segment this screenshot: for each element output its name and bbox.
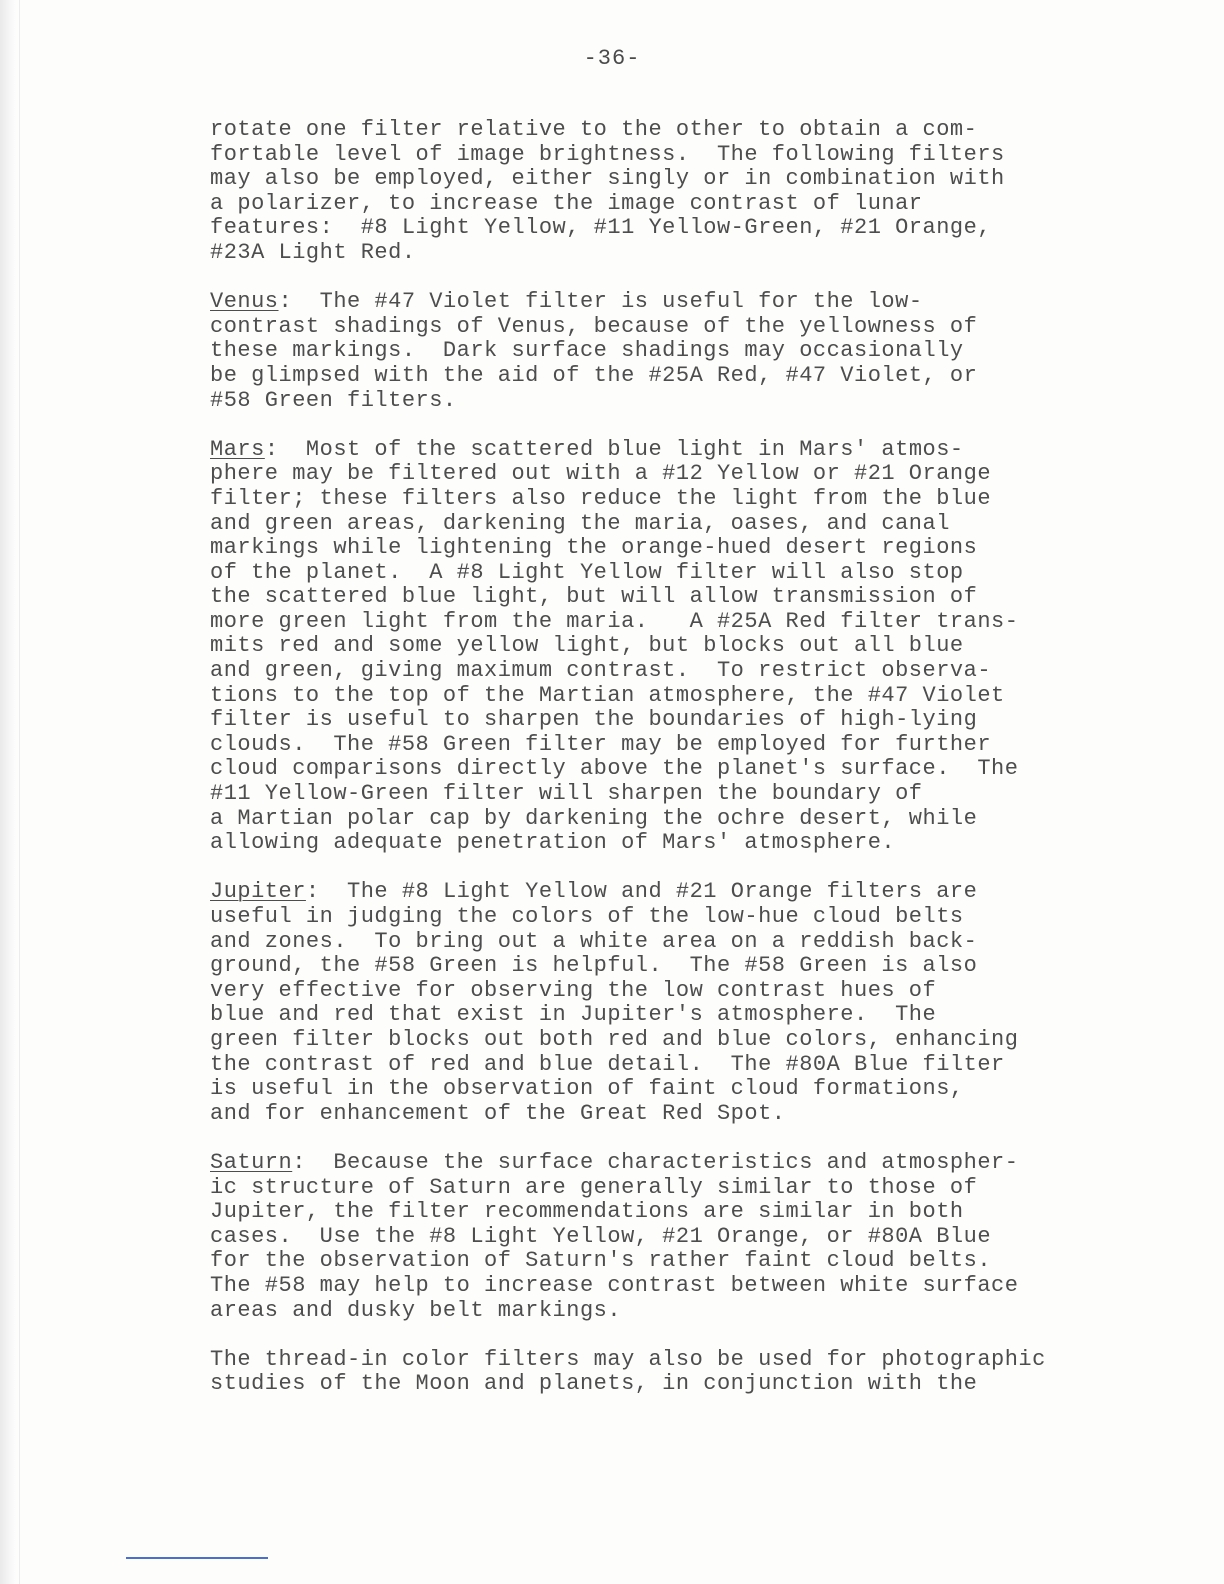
text-line: The thread-in color filters may also be used for photographic bbox=[210, 1346, 1046, 1372]
text-line: studies of the Moon and planets, in conjunction with the bbox=[210, 1371, 978, 1397]
text-line: markings while lightening the orange-hued desert regions bbox=[210, 535, 978, 561]
text-line: features: #8 Light Yellow, #11 Yellow-Green, #21 Orange, bbox=[210, 215, 992, 241]
text-line: green filter blocks out both red and blue colors, enhancing bbox=[210, 1026, 1019, 1052]
text-line bbox=[210, 880, 1110, 905]
text-line: allowing adequate penetration of Mars' atmosphere. bbox=[210, 830, 896, 856]
text-line: areas and dusky belt markings. bbox=[210, 1297, 622, 1323]
venus-paragraph bbox=[210, 290, 1110, 413]
text-line: a polarizer, to increase the image contrast of lunar bbox=[210, 190, 923, 216]
text-line: for the observation of Saturn's rather faint cloud belts. bbox=[210, 1248, 992, 1274]
text-line: #58 Green filters. bbox=[210, 387, 457, 413]
text-line: The #58 may help to increase contrast between white surface bbox=[210, 1272, 1019, 1298]
closing-paragraph bbox=[210, 1348, 1110, 1397]
text-line: is useful in the observation of faint cloud formations, bbox=[210, 1076, 964, 1102]
text-line: and green areas, darkening the maria, oases, and canal bbox=[210, 510, 950, 536]
text-segment: : Because the surface characteristics and atmospher- bbox=[292, 1149, 1019, 1175]
text-line: #23A Light Red. bbox=[210, 239, 416, 265]
footnote-rule bbox=[126, 1557, 268, 1559]
text-line: useful in judging the colors of the low-hue cloud belts bbox=[210, 904, 964, 929]
saturn-heading: Saturn bbox=[210, 1149, 293, 1175]
text-line: be glimpsed with the aid of the #25A Red, #47 Violet, or bbox=[210, 362, 978, 388]
text-line: mits red and some yellow light, but blocks out all blue bbox=[210, 633, 964, 659]
text-line: clouds. The #58 Green filter may be employed for further bbox=[210, 731, 992, 757]
page-binding-line bbox=[19, 0, 20, 1584]
mars-paragraph bbox=[210, 438, 1110, 856]
text-line: fortable level of image brightness. The following filters bbox=[210, 141, 1005, 167]
text-line: cloud comparisons directly above the planet's surface. The bbox=[210, 756, 1019, 782]
document-body bbox=[210, 118, 1110, 1421]
text-line: the contrast of red and blue detail. The #80A Blue filter bbox=[210, 1051, 1005, 1077]
text-line: of the planet. A #8 Light Yellow filter will also stop bbox=[210, 559, 964, 585]
text-line bbox=[210, 290, 1110, 315]
text-line: may also be employed, either singly or in combination with bbox=[210, 166, 1005, 192]
text-line: contrast shadings of Venus, because of the yellowness of bbox=[210, 313, 978, 339]
text-line: tions to the top of the Martian atmosphere, the #47 Violet bbox=[210, 682, 1005, 708]
text-line: blue and red that exist in Jupiter's atmosphere. The bbox=[210, 1002, 937, 1028]
jupiter-paragraph bbox=[210, 880, 1110, 1126]
page-left-edge bbox=[0, 0, 16, 1584]
text-line: ic structure of Saturn are generally similar to those of bbox=[210, 1174, 978, 1200]
text-line: phere may be filtered out with a #12 Yellow or #21 Orange bbox=[210, 461, 992, 487]
text-line: Jupiter, the filter recommendations are similar in both bbox=[210, 1199, 964, 1225]
text-line: filter; these filters also reduce the light from the blue bbox=[210, 485, 992, 511]
page-number: -36- bbox=[583, 46, 641, 71]
text-line bbox=[210, 438, 1110, 463]
text-line: #11 Yellow-Green filter will sharpen the boundary of bbox=[210, 781, 923, 807]
saturn-paragraph bbox=[210, 1151, 1110, 1323]
text-line: rotate one filter relative to the other to obtain a com- bbox=[210, 117, 978, 142]
text-line: more green light from the maria. A #25A Red filter trans- bbox=[210, 608, 1019, 634]
text-line: the scattered blue light, but will allow transmission of bbox=[210, 584, 978, 610]
jupiter-heading: Jupiter bbox=[210, 879, 306, 905]
text-line: very effective for observing the low contrast hues of bbox=[210, 977, 937, 1003]
text-segment: : The #47 Violet filter is useful for the low- bbox=[278, 289, 923, 315]
text-line: cases. Use the #8 Light Yellow, #21 Orange, or #80A Blue bbox=[210, 1223, 992, 1249]
text-segment: : The #8 Light Yellow and #21 Orange filters are bbox=[305, 879, 978, 905]
intro-paragraph bbox=[210, 118, 1110, 266]
mars-heading: Mars bbox=[210, 436, 265, 462]
text-segment: : Most of the scattered blue light in Mars' atmos- bbox=[264, 436, 964, 462]
text-line: and green, giving maximum contrast. To restrict observa- bbox=[210, 658, 992, 684]
text-line: these markings. Dark surface shadings may occasionally bbox=[210, 338, 964, 364]
venus-heading: Venus bbox=[210, 289, 279, 315]
text-line: ground, the #58 Green is helpful. The #58 Green is also bbox=[210, 953, 978, 979]
text-line: and for enhancement of the Great Red Spot. bbox=[210, 1100, 786, 1126]
text-line: and zones. To bring out a white area on a reddish back- bbox=[210, 928, 978, 954]
text-line bbox=[210, 1151, 1110, 1176]
text-line: a Martian polar cap by darkening the ochre desert, while bbox=[210, 805, 978, 831]
text-line: filter is useful to sharpen the boundaries of high-lying bbox=[210, 707, 978, 733]
